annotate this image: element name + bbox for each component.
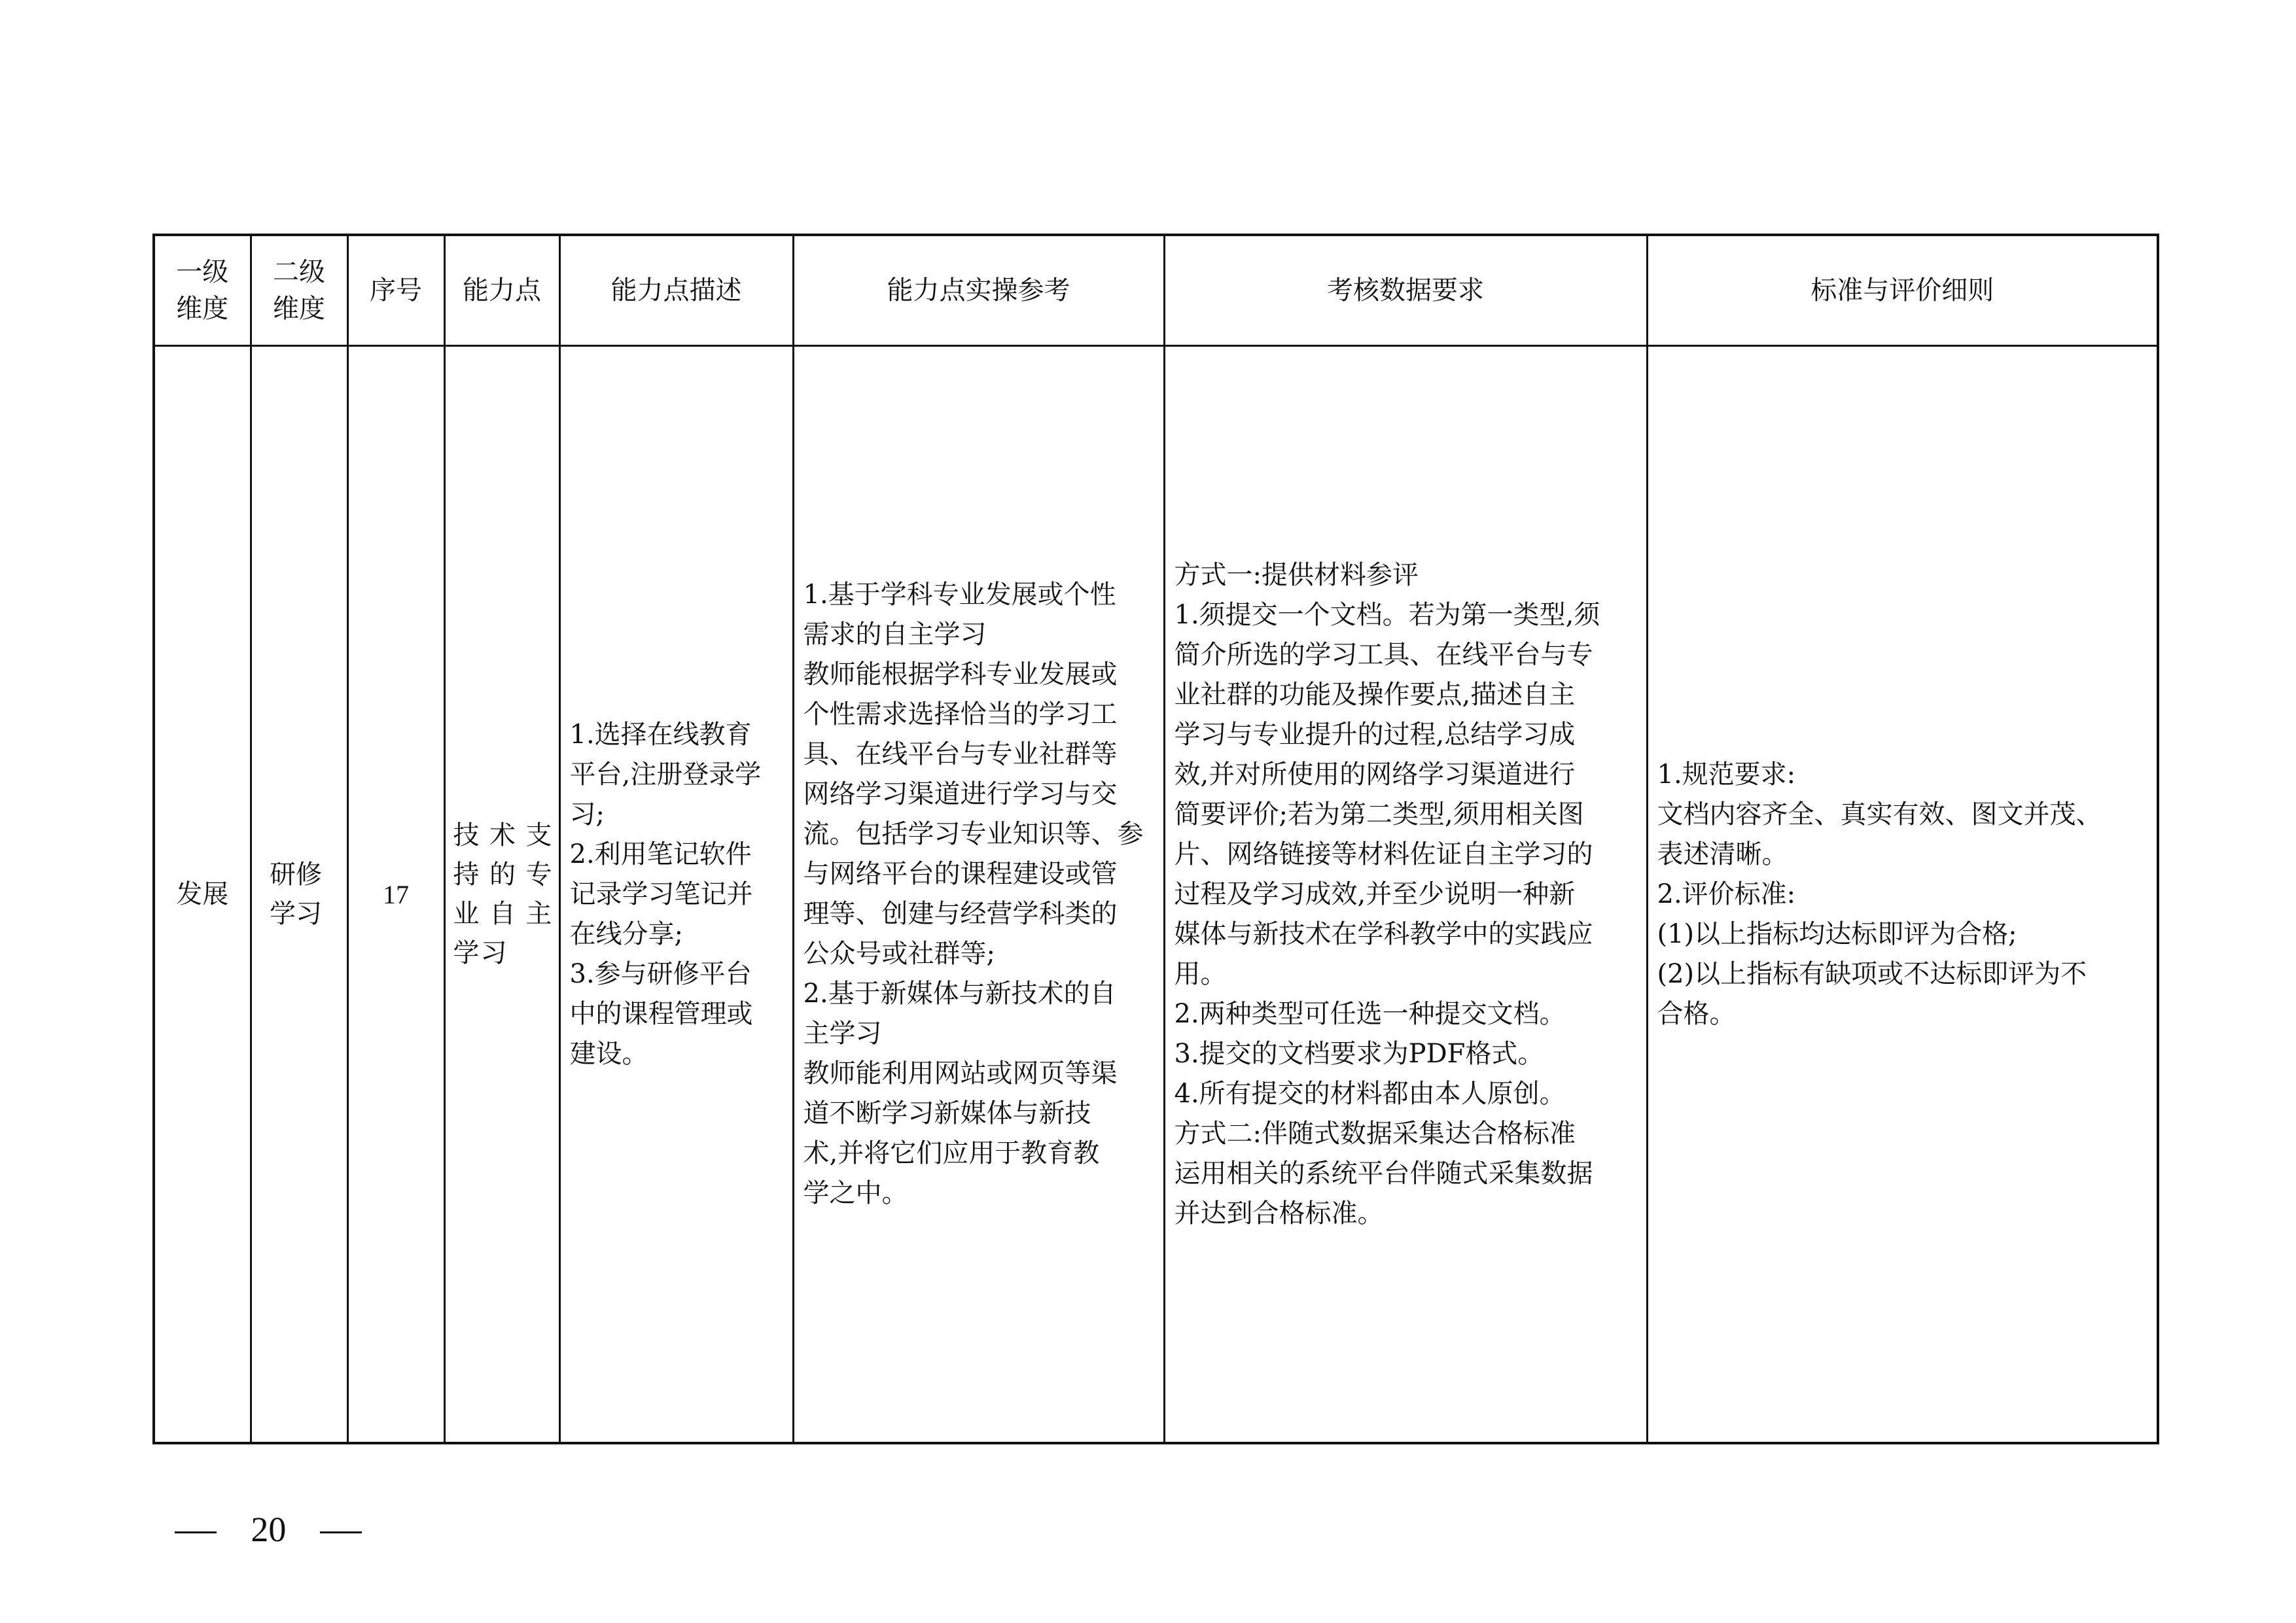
ability-line: 持的专	[453, 860, 554, 890]
practice-line: 理等、创建与经营学科类的	[803, 899, 1118, 929]
assessment-line: 并达到合格标准。	[1174, 1198, 1384, 1229]
cell-seq: 17	[347, 346, 444, 1444]
criteria-line: 2.评价标准:	[1657, 879, 1796, 909]
criteria-line: 合格。	[1657, 998, 1736, 1029]
practice-line: 主学习	[803, 1019, 882, 1049]
header-level1-line: 一级	[176, 257, 229, 287]
cell-level2	[251, 346, 347, 1444]
ability-line: 技术支	[453, 820, 554, 850]
assessment-line: 媒体与新技术在学科教学中的实践应	[1174, 918, 1593, 949]
criteria-line: 表述清晰。	[1657, 839, 1788, 869]
header-seq: 序号	[347, 235, 444, 346]
header-level2-line: 二级	[273, 257, 325, 287]
assessment-line: 简介所选的学习工具、在线平台与专	[1174, 639, 1593, 670]
header-ability: 能力点	[444, 235, 559, 346]
header-level1	[154, 235, 251, 346]
assessment-line: 方式一:提供材料参评	[1174, 559, 1419, 590]
assessment-line: 4.所有提交的材料都由本人原创。	[1174, 1078, 1566, 1109]
cell-level1: 发展	[154, 346, 251, 1444]
header-criteria: 标准与评价细则	[1647, 235, 2158, 346]
header-level1-line: 维度	[176, 294, 229, 324]
assessment-line: 3.提交的文档要求为PDF格式。	[1174, 1038, 1544, 1069]
table-row	[154, 346, 2158, 1444]
ability-line: 学习	[453, 938, 508, 968]
practice-line: 教师能根据学科专业发展或	[803, 659, 1118, 689]
assessment-line: 简要评价;若为第二类型,须用相关图	[1174, 799, 1584, 829]
practice-line: 道不断学习新媒体与新技	[803, 1098, 1091, 1128]
practice-line: 教师能利用网站或网页等渠	[803, 1058, 1118, 1089]
assessment-line: 片、网络链接等材料佐证自主学习的	[1174, 839, 1593, 869]
cell-ability-desc	[559, 346, 793, 1444]
page-number: 20	[251, 1510, 287, 1549]
cell-criteria	[1647, 346, 2158, 1444]
assessment-line: 效,并对所使用的网络学习渠道进行	[1174, 759, 1576, 790]
ability-desc-line: 2.利用笔记软件	[569, 839, 752, 869]
assessment-table	[152, 234, 2159, 1444]
practice-line: 需求的自主学习	[803, 620, 987, 650]
practice-line: 公众号或社群等;	[803, 939, 995, 969]
assessment-line: 业社群的功能及操作要点,描述自主	[1174, 679, 1576, 710]
assessment-line: 运用相关的系统平台伴随式采集数据	[1174, 1158, 1593, 1189]
ability-desc-line: 记录学习笔记并	[569, 879, 753, 909]
footer-dash-right	[320, 1531, 362, 1533]
assessment-line: 过程及学习成效,并至少说明一种新	[1174, 879, 1576, 909]
cell-level2-line: 研修	[270, 860, 322, 890]
practice-line: 术,并将它们应用于教育教	[803, 1138, 1100, 1168]
practice-line: 具、在线平台与专业社群等	[803, 739, 1118, 769]
practice-line: 1.基于学科专业发展或个性	[803, 580, 1116, 610]
ability-desc-line: 建设。	[569, 1038, 648, 1069]
assessment-line: 用。	[1174, 958, 1227, 989]
criteria-line: 文档内容齐全、真实有效、图文并茂、	[1657, 799, 2102, 829]
header-ability-desc: 能力点描述	[559, 235, 793, 346]
cell-practice-ref	[793, 346, 1164, 1444]
assessment-line: 学习与专业提升的过程,总结学习成	[1174, 719, 1576, 750]
page-footer	[152, 1467, 362, 1550]
cell-assessment	[1164, 346, 1647, 1444]
criteria-line: (1)以上指标均达标即评为合格;	[1657, 918, 2017, 949]
practice-line: 2.基于新媒体与新技术的自	[803, 979, 1116, 1009]
footer-dash-left	[175, 1531, 217, 1533]
ability-desc-line: 习;	[569, 799, 605, 829]
cell-level2-line: 学习	[270, 899, 322, 929]
practice-line: 网络学习渠道进行学习与交	[803, 779, 1118, 809]
criteria-line: (2)以上指标有缺项或不达标即评为不	[1657, 958, 2087, 989]
header-assessment: 考核数据要求	[1164, 235, 1647, 346]
cell-ability	[444, 346, 559, 1444]
ability-line: 业自主	[453, 899, 554, 929]
practice-line: 与网络平台的课程建设或管	[803, 859, 1118, 889]
ability-desc-line: 3.参与研修平台	[569, 958, 752, 989]
header-level2-line: 维度	[273, 294, 325, 324]
header-level2	[251, 235, 347, 346]
header-practice-ref: 能力点实操参考	[793, 235, 1164, 346]
table-header-row	[154, 235, 2158, 346]
ability-desc-line: 在线分享;	[569, 918, 683, 949]
practice-line: 个性需求选择恰当的学习工	[803, 699, 1118, 729]
ability-desc-line: 平台,注册登录学	[569, 759, 762, 790]
practice-line: 流。包括学习专业知识等、参	[803, 819, 1144, 849]
assessment-line: 1.须提交一个文档。若为第一类型,须	[1174, 599, 1600, 630]
practice-line: 学之中。	[803, 1178, 908, 1208]
ability-desc-line: 1.选择在线教育	[569, 719, 752, 750]
assessment-line: 方式二:伴随式数据采集达合格标准	[1174, 1118, 1576, 1149]
criteria-line: 1.规范要求:	[1657, 759, 1796, 790]
assessment-line: 2.两种类型可任选一种提交文档。	[1174, 998, 1566, 1029]
ability-desc-line: 中的课程管理或	[569, 998, 753, 1029]
